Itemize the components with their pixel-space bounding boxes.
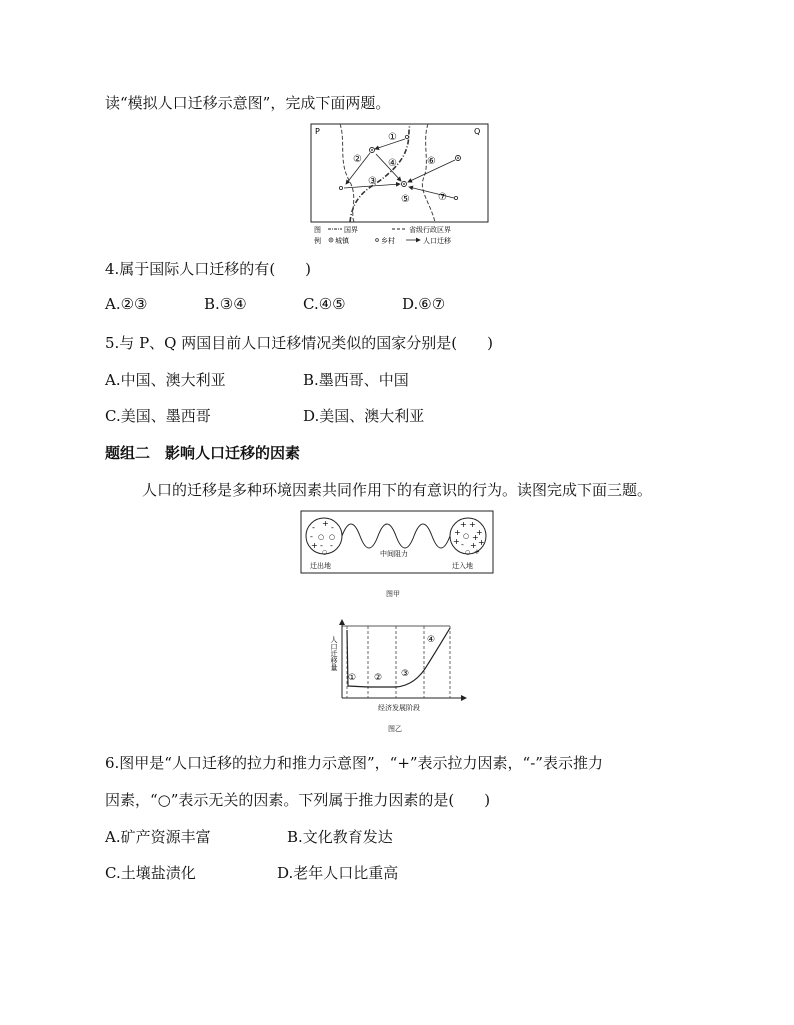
q4-option-c[interactable]: C.④⑤ bbox=[303, 295, 346, 313]
marker-4: ④ bbox=[388, 158, 397, 169]
stage-1: ① bbox=[348, 673, 357, 683]
pull-push-symbol: + bbox=[322, 519, 329, 528]
map-label-q: Q bbox=[474, 127, 481, 136]
pull-push-symbol: + bbox=[478, 538, 485, 547]
pull-push-symbol: ○ bbox=[465, 549, 471, 556]
pull-push-symbol: + bbox=[311, 541, 318, 550]
q5-option-c[interactable]: C.美国、墨西哥 bbox=[105, 407, 211, 425]
stage-4: ④ bbox=[427, 635, 436, 645]
q4-option-d[interactable]: D.⑥⑦ bbox=[402, 295, 446, 313]
q5-option-b[interactable]: B.墨西哥、中国 bbox=[303, 371, 409, 389]
q5-option-d[interactable]: D.美国、澳大利亚 bbox=[303, 407, 425, 425]
q4-option-a[interactable]: A.②③ bbox=[105, 295, 148, 313]
marker-1: ① bbox=[388, 132, 397, 143]
figure-jia bbox=[300, 510, 494, 574]
q6-option-d[interactable]: D.老年人口比重高 bbox=[277, 864, 399, 882]
provincial-border bbox=[340, 124, 354, 222]
q5-option-a[interactable]: A.中国、澳大利亚 bbox=[105, 371, 226, 389]
pull-push-symbol: ○ bbox=[463, 532, 470, 540]
national-border bbox=[350, 124, 410, 222]
pull-push-symbol: + bbox=[474, 548, 480, 556]
pull-push-symbol: - bbox=[461, 540, 464, 549]
pull-push-symbol: - bbox=[330, 541, 333, 550]
q6-option-b[interactable]: B.文化教育发达 bbox=[287, 828, 393, 846]
pull-push-symbol: ○ bbox=[322, 549, 328, 556]
legend-title: 例 bbox=[314, 237, 321, 245]
village-dot bbox=[454, 196, 457, 199]
legend-national-border: 国界 bbox=[344, 226, 358, 234]
marker-5: ⑤ bbox=[401, 194, 410, 205]
q5-stem: 5.与 P、Q 两国目前人口迁移情况类似的国家分别是( ) bbox=[105, 334, 493, 352]
pull-push-symbol: - bbox=[310, 532, 313, 541]
pull-push-symbol: - bbox=[331, 523, 334, 532]
intro-text: 读“模拟人口迁移示意图”，完成下面两题。 bbox=[105, 94, 391, 112]
destination-label: 迁入地 bbox=[452, 562, 473, 570]
section-intro: 人口的迁移是多种环境因素共同作用下的有意识的行为。读图完成下面三题。 bbox=[142, 481, 653, 499]
pull-push-symbol: + bbox=[469, 520, 476, 529]
pull-push-symbol: + bbox=[460, 520, 467, 529]
pull-push-symbol: + bbox=[454, 528, 461, 537]
q4-stem: 4.属于国际人口迁移的有( ) bbox=[105, 260, 312, 278]
legend-provincial-border: 省级行政区界 bbox=[409, 226, 451, 234]
pull-push-symbol: ○ bbox=[329, 533, 336, 541]
provincial-border bbox=[422, 124, 435, 222]
q6-option-a[interactable]: A.矿产资源丰富 bbox=[105, 828, 211, 846]
figure-jia-caption: 图甲 bbox=[386, 590, 400, 598]
x-axis-label: 经济发展阶段 bbox=[378, 704, 420, 712]
stage-3: ③ bbox=[401, 669, 410, 679]
legend-town: 城镇 bbox=[335, 237, 349, 245]
migration-map bbox=[310, 122, 490, 250]
pull-push-symbol: + bbox=[476, 528, 483, 537]
village-dot bbox=[339, 186, 342, 189]
marker-2: ② bbox=[353, 154, 362, 165]
pull-push-symbol: + bbox=[453, 537, 460, 546]
marker-6: ⑥ bbox=[427, 156, 436, 167]
marker-7: ⑦ bbox=[438, 192, 447, 203]
figure-yi bbox=[320, 616, 470, 712]
q4-option-b[interactable]: B.③④ bbox=[204, 295, 247, 313]
legend-village: 乡村 bbox=[381, 237, 395, 245]
pull-push-symbol: - bbox=[320, 541, 323, 550]
q6-option-c[interactable]: C.土壤盐渍化 bbox=[105, 864, 196, 882]
obstacle-label: 中间阻力 bbox=[380, 550, 408, 558]
intermediate-obstacle-wave bbox=[342, 524, 450, 548]
pull-push-symbol: - bbox=[312, 523, 315, 532]
pull-push-symbol: + bbox=[472, 533, 479, 542]
origin-label: 迁出地 bbox=[310, 562, 331, 570]
map-label-p: P bbox=[315, 127, 320, 136]
marker-3: ③ bbox=[368, 176, 377, 187]
pull-push-symbol: + bbox=[470, 541, 477, 550]
legend-migration: 人口迁移 bbox=[423, 237, 451, 245]
section-title: 题组二 影响人口迁移的因素 bbox=[105, 444, 301, 462]
stage-2: ② bbox=[374, 673, 383, 683]
figure-yi-caption: 图乙 bbox=[388, 725, 402, 733]
q6-stem-line2: 因素，“○”表示无关的因素。下列属于推力因素的是( ) bbox=[105, 791, 491, 809]
y-axis-label: 人口迁移量 bbox=[330, 636, 338, 671]
legend-title: 图 bbox=[314, 226, 321, 234]
pull-push-symbol: ○ bbox=[318, 533, 325, 541]
q6-stem-line1: 6.图甲是“人口迁移的拉力和推力示意图”，“+”表示拉力因素，“-”表示推力 bbox=[105, 754, 603, 772]
